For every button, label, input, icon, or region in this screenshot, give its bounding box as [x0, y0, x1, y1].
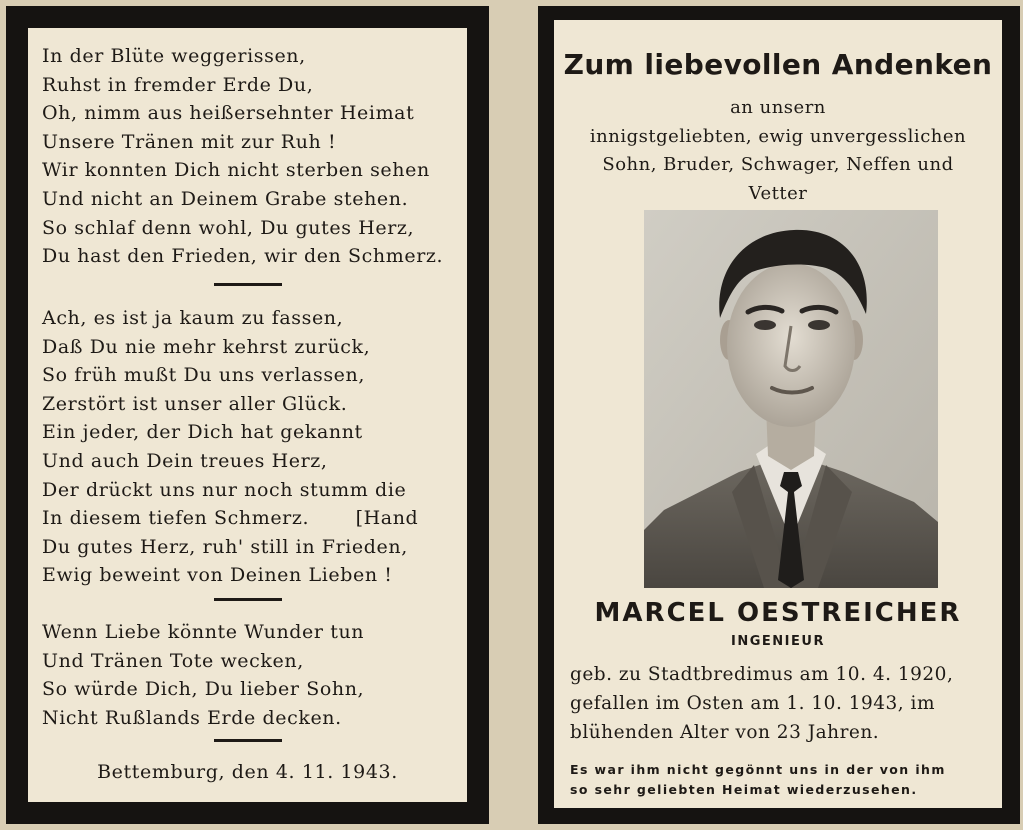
memorial-title: Zum liebevollen Andenken: [563, 48, 993, 81]
intro-line: an unsern: [730, 97, 826, 118]
right-panel-paper: [554, 20, 1002, 808]
poem-stanza-3: [42, 618, 462, 732]
profession: INGENIEUR: [731, 634, 825, 649]
poem-line: Unsere Tränen mit zur Ruh !: [42, 130, 337, 153]
right-memorial-panel: [538, 6, 1020, 824]
portrait-illustration: [644, 210, 938, 588]
memorial-intro: [564, 94, 992, 208]
poem-line: So würde Dich, Du lieber Sohn,: [42, 678, 365, 701]
bio-line: geb. zu Stadtbredimus am 10. 4. 1920,: [570, 664, 954, 685]
poem-line: Ein jeder, der Dich hat gekannt: [42, 421, 363, 444]
portrait-photo: [644, 210, 938, 588]
poem-line: Oh, nimm aus heißersehnter Heimat: [42, 102, 415, 125]
poem-line: Du gutes Herz, ruh' still in Frieden,: [42, 535, 408, 558]
poem-line: Zerstört ist unser aller Glück.: [42, 392, 348, 415]
left-panel-paper: [28, 28, 467, 802]
poem-line: Und nicht an Deinem Grabe stehen.: [42, 187, 409, 210]
poem-stanza-2: [42, 304, 462, 590]
poem-line: Du hast den Frieden, wir den Schmerz.: [42, 245, 444, 268]
intro-line: innigstgeliebten, ewig unvergesslichen: [589, 125, 967, 147]
poem-line: Und Tränen Tote wecken,: [42, 649, 304, 672]
biography: [570, 660, 986, 747]
divider-rule-3: [214, 739, 282, 742]
poem-line: Ach, es ist ja kaum zu fassen,: [42, 307, 344, 329]
poem-line: In diesem tiefen Schmerz. [Hand: [42, 507, 419, 530]
place-and-date: Bettemburg, den 4. 11. 1943.: [97, 761, 398, 783]
poem-line: Ruhst in fremder Erde Du,: [42, 73, 314, 96]
intro-line: Sohn, Bruder, Schwager, Neffen und: [602, 154, 954, 175]
bio-line: blühenden Alter von 23 Jahren.: [570, 722, 880, 743]
poem-line: Ewig beweint von Deinen Lieben !: [42, 564, 393, 587]
divider-rule-1: [214, 283, 282, 286]
poem-line: Wenn Liebe könnte Wunder tun: [42, 621, 365, 643]
divider-rule-2: [214, 598, 282, 601]
poem-line: Nicht Rußlands Erde decken.: [42, 706, 342, 729]
deceased-name: MARCEL OESTREICHER: [594, 598, 962, 628]
intro-line: Vetter: [748, 182, 808, 204]
poem-line: Daß Du nie mehr kehrst zurück,: [42, 335, 371, 358]
poem-line: So früh mußt Du uns verlassen,: [42, 364, 366, 387]
closing-statement: [570, 760, 986, 800]
poem-line: In der Blüte weggerissen,: [42, 45, 306, 67]
poem-stanza-1: [42, 42, 462, 271]
left-memorial-panel: [6, 6, 489, 824]
bio-line: gefallen im Osten am 1. 10. 1943, im: [570, 693, 936, 714]
poem-line: So schlaf denn wohl, Du gutes Herz,: [42, 216, 415, 239]
closing-line: Es war ihm nicht gegönnt uns in der von ihm: [570, 762, 946, 777]
poem-line: Wir konnten Dich nicht sterben sehen: [42, 159, 430, 182]
closing-line: so sehr geliebten Heimat wiederzusehen.: [570, 782, 918, 797]
poem-line: Und auch Dein treues Herz,: [42, 449, 328, 472]
poem-line: Der drückt uns nur noch stumm die: [42, 478, 407, 501]
